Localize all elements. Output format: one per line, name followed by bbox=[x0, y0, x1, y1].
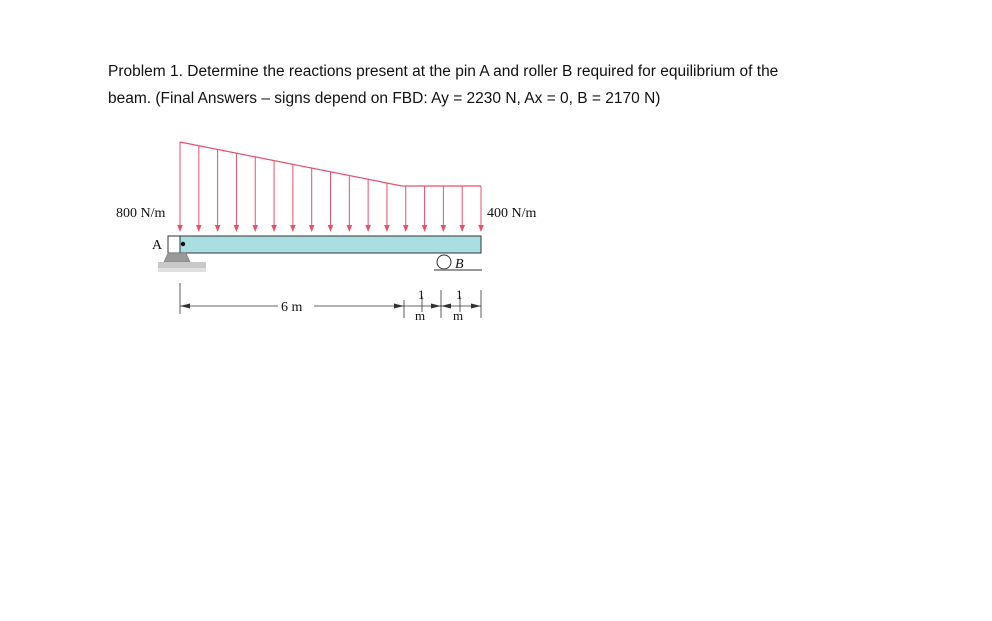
load-arrow-head bbox=[328, 225, 334, 232]
load-arrow-head bbox=[290, 225, 296, 232]
dim-1-top-label: 1 bbox=[418, 287, 425, 302]
problem-line-1: Problem 1. Determine the reactions present at the pin A and roller B required for equilibrium of the bbox=[108, 63, 779, 80]
load-arrow-head bbox=[422, 225, 428, 232]
dim-2-top-label: 1 bbox=[456, 287, 463, 302]
load-arrow-head bbox=[177, 225, 183, 232]
load-arrow-head bbox=[403, 225, 409, 232]
load-left-label: 800 N/m bbox=[116, 206, 166, 221]
distributed-load bbox=[177, 142, 484, 232]
load-arrow-head bbox=[234, 225, 240, 232]
load-arrow-head bbox=[271, 225, 277, 232]
problem-line-2: beam. (Final Answers – signs depend on FBD: Ay = 2230 N, Ax = 0, B = 2170 N) bbox=[108, 90, 661, 107]
load-arrow-head bbox=[459, 225, 465, 232]
load-arrow-head bbox=[441, 225, 447, 232]
beam bbox=[180, 236, 481, 253]
load-arrow-head bbox=[478, 225, 484, 232]
support-a-label: A bbox=[152, 238, 163, 253]
load-arrow-head bbox=[215, 225, 221, 232]
load-arrow-head bbox=[252, 225, 258, 232]
load-arrow-head bbox=[347, 225, 353, 232]
support-b-label: B bbox=[455, 257, 464, 272]
load-arrow-head bbox=[309, 225, 315, 232]
load-arrow-head bbox=[196, 225, 202, 232]
dim-2-bottom-label: m bbox=[453, 308, 464, 323]
dim-1-bottom-label: m bbox=[415, 308, 426, 323]
load-right-label: 400 N/m bbox=[487, 206, 537, 221]
load-arrow-head bbox=[365, 225, 371, 232]
dimension-lines bbox=[180, 283, 481, 318]
load-arrow-head bbox=[384, 225, 390, 232]
dim-main-label: 6 m bbox=[281, 300, 303, 315]
